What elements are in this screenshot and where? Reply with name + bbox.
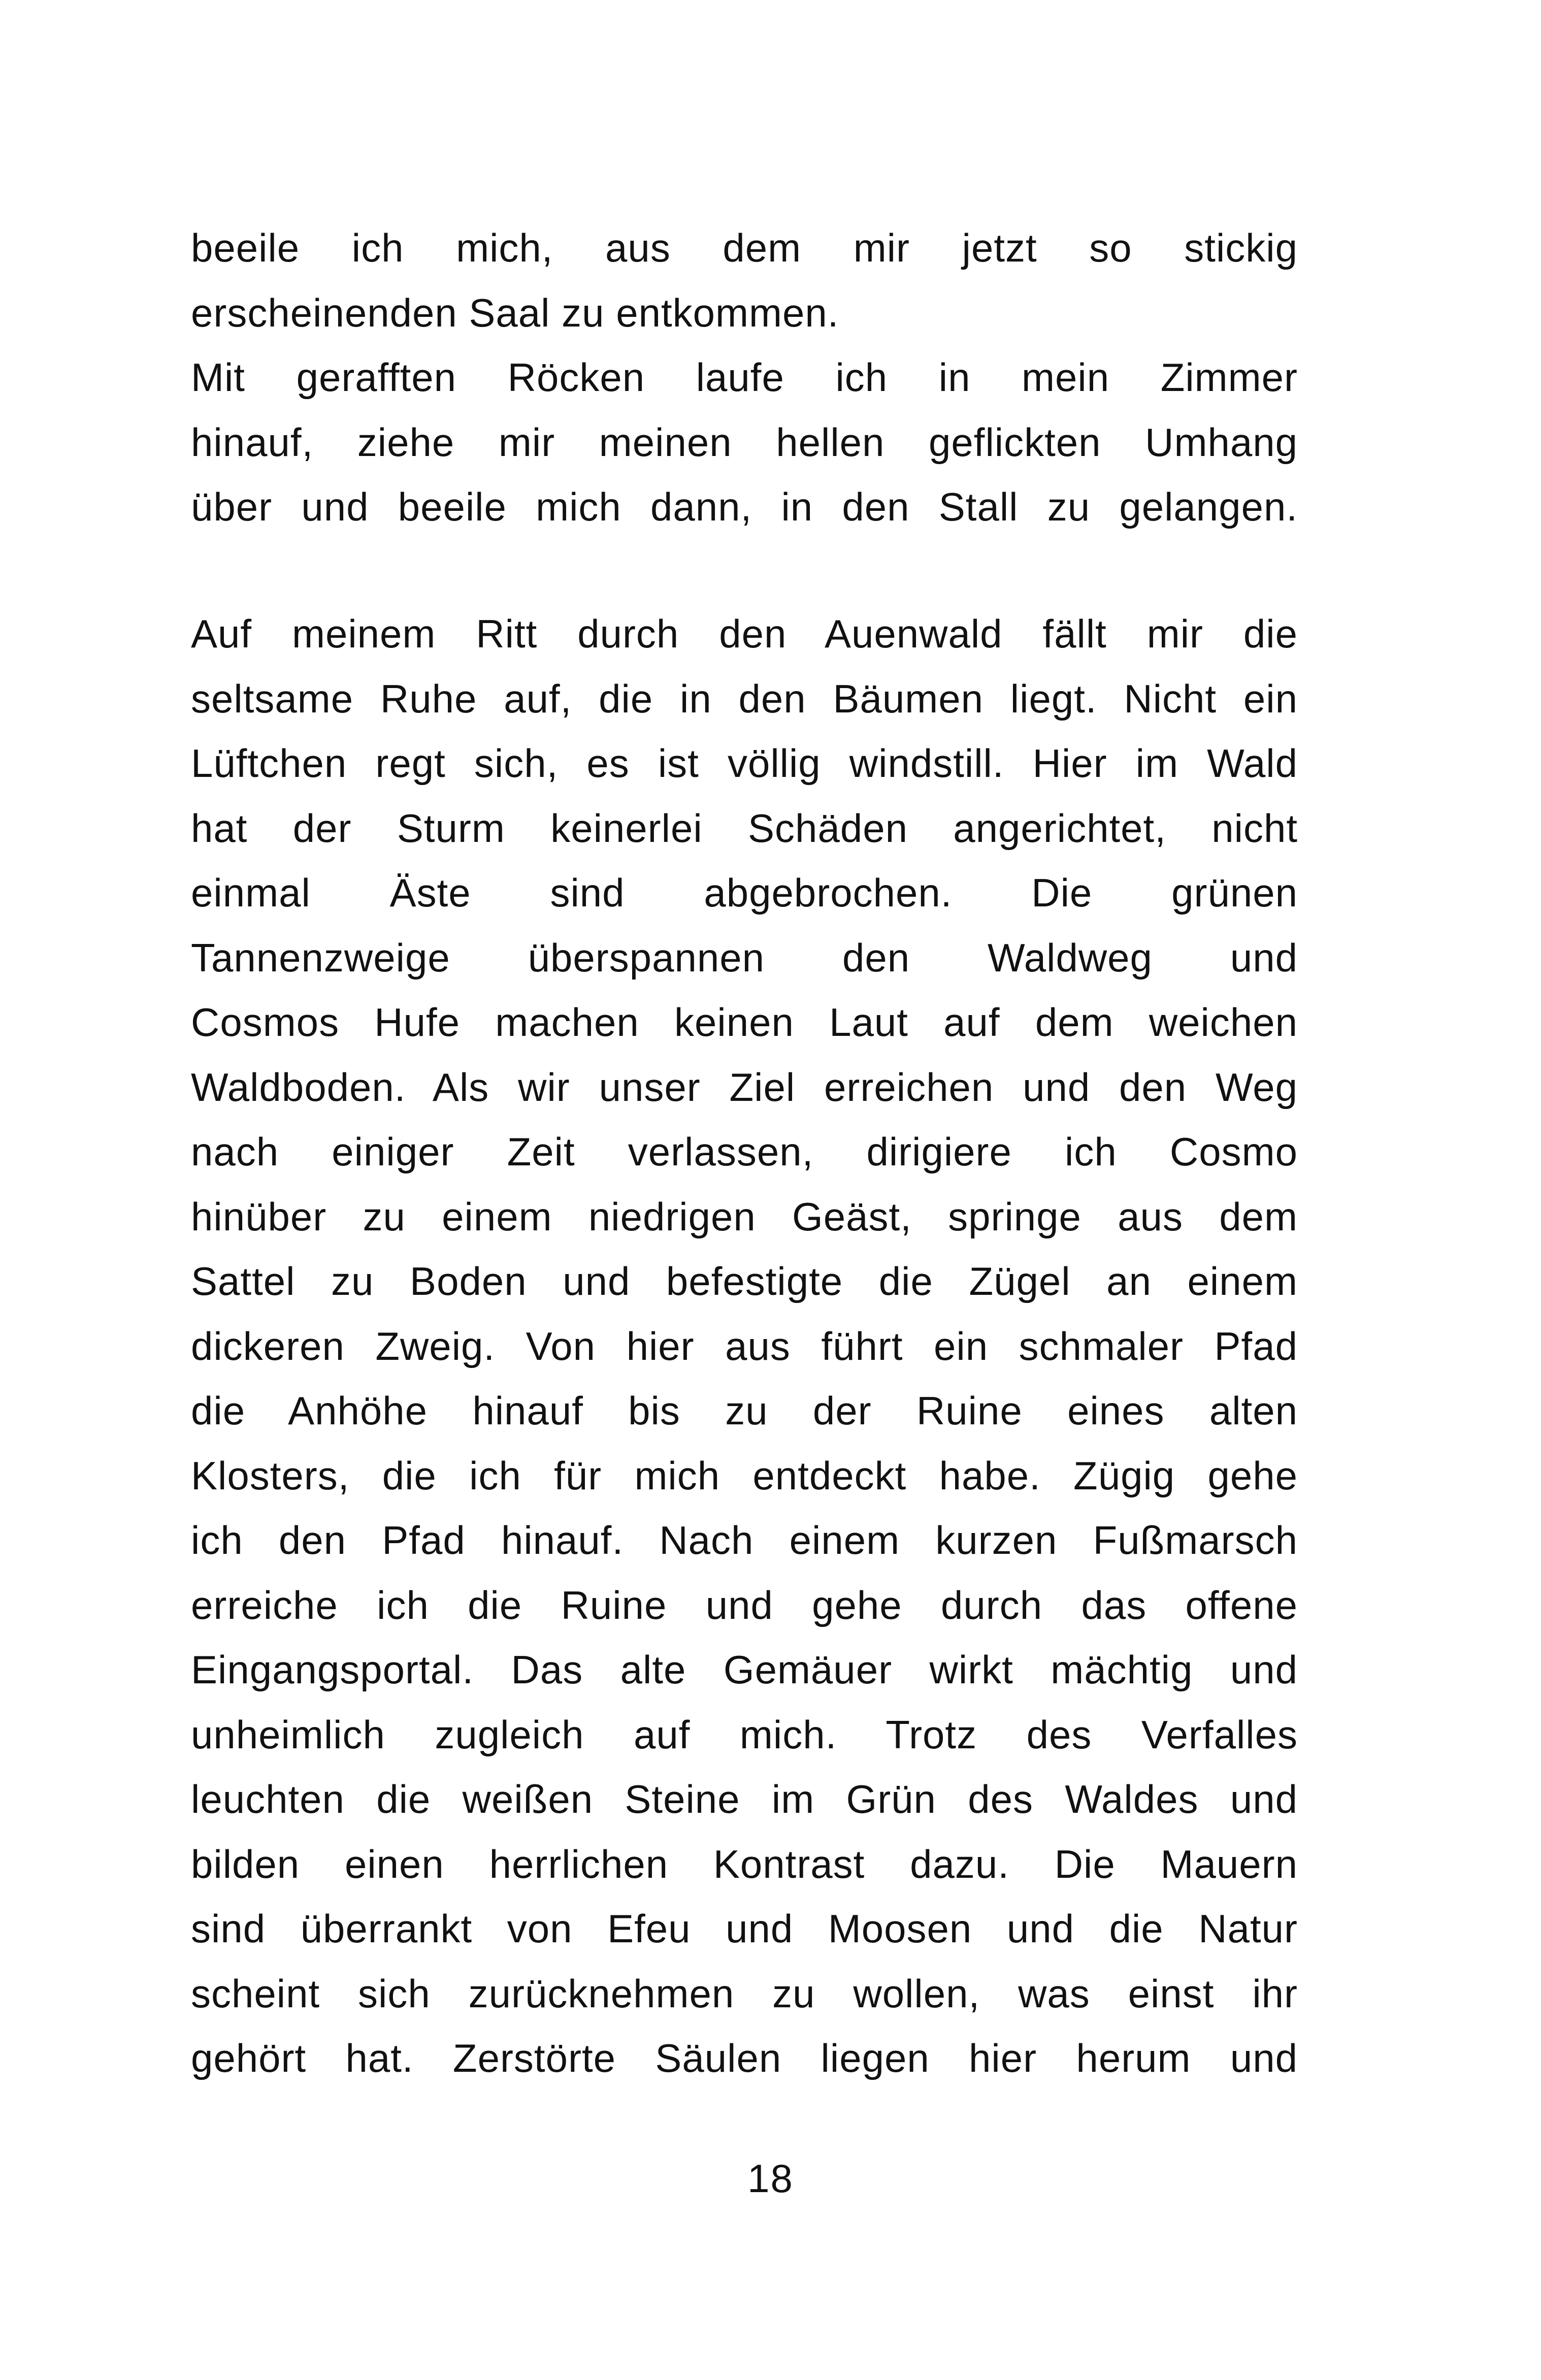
text-line: seltsame Ruhe auf, die in den Bäumen liegt. Nicht ein — [191, 676, 1298, 721]
text-line: leuchten die weißen Steine im Grün des Waldes und — [191, 1777, 1298, 1821]
text-line: einmal Äste sind abgebrochen. Die grünen — [191, 870, 1298, 915]
text-line: beeile ich mich, aus dem mir jetzt so stickig — [191, 225, 1298, 270]
text-line: gehört hat. Zerstörte Säulen liegen hier herum und — [191, 2036, 1298, 2080]
page-number: 18 — [747, 2156, 794, 2201]
text-line: dickeren Zweig. Von hier aus führt ein schmaler Pfad — [191, 1323, 1298, 1368]
text-line: Auf meinem Ritt durch den Auenwald fällt mir die — [191, 611, 1298, 656]
text-line: Cosmos Hufe machen keinen Laut auf dem weichen — [191, 1000, 1298, 1045]
paragraph-1 — [191, 216, 1298, 540]
text-line: hinauf, ziehe mir meinen hellen geflickten Umhang — [191, 419, 1298, 465]
text-line: bilden einen herrlichen Kontrast dazu. Die Mauern — [191, 1841, 1298, 1886]
text-line: sind überrankt von Efeu und Moosen und die Natur — [191, 1906, 1298, 1951]
text-line: Eingangsportal. Das alte Gemäuer wirkt mächtig und — [191, 1647, 1298, 1692]
text-line: Sattel zu Boden und befestigte die Zügel an einem — [191, 1259, 1298, 1303]
text-line: hat der Sturm keinerlei Schäden angerichtet, nicht — [191, 805, 1298, 851]
text-line: über und beeile mich dann, in den Stall zu gelangen. — [191, 484, 1298, 529]
text-line: unheimlich zugleich auf mich. Trotz des Verfalles — [191, 1712, 1298, 1757]
paragraph-2 — [191, 602, 1298, 2091]
text-line: Mit gerafften Röcken laufe ich in mein Zimmer — [191, 355, 1298, 400]
text-line: erscheinenden Saal zu entkommen. — [191, 290, 839, 335]
text-line: Klosters, die ich für mich entdeckt habe. Zügig gehe — [191, 1453, 1298, 1498]
text-line: ich den Pfad hinauf. Nach einem kurzen Fußmarsch — [191, 1518, 1298, 1562]
text-line: nach einiger Zeit verlassen, dirigiere ich Cosmo — [191, 1129, 1298, 1174]
text-line: scheint sich zurücknehmen zu wollen, was einst ihr — [191, 1971, 1298, 2016]
text-line: Waldboden. Als wir unser Ziel erreichen und den Weg — [191, 1064, 1298, 1110]
text-line: hinüber zu einem niedrigen Geäst, springe aus dem — [191, 1194, 1298, 1239]
text-line: Tannenzweige überspannen den Waldweg und — [191, 935, 1298, 980]
text-line: die Anhöhe hinauf bis zu der Ruine eines alten — [191, 1388, 1298, 1433]
text-line: erreiche ich die Ruine und gehe durch das offene — [191, 1582, 1298, 1627]
text-line: Lüftchen regt sich, es ist völlig windstill. Hier im Wald — [191, 741, 1298, 786]
